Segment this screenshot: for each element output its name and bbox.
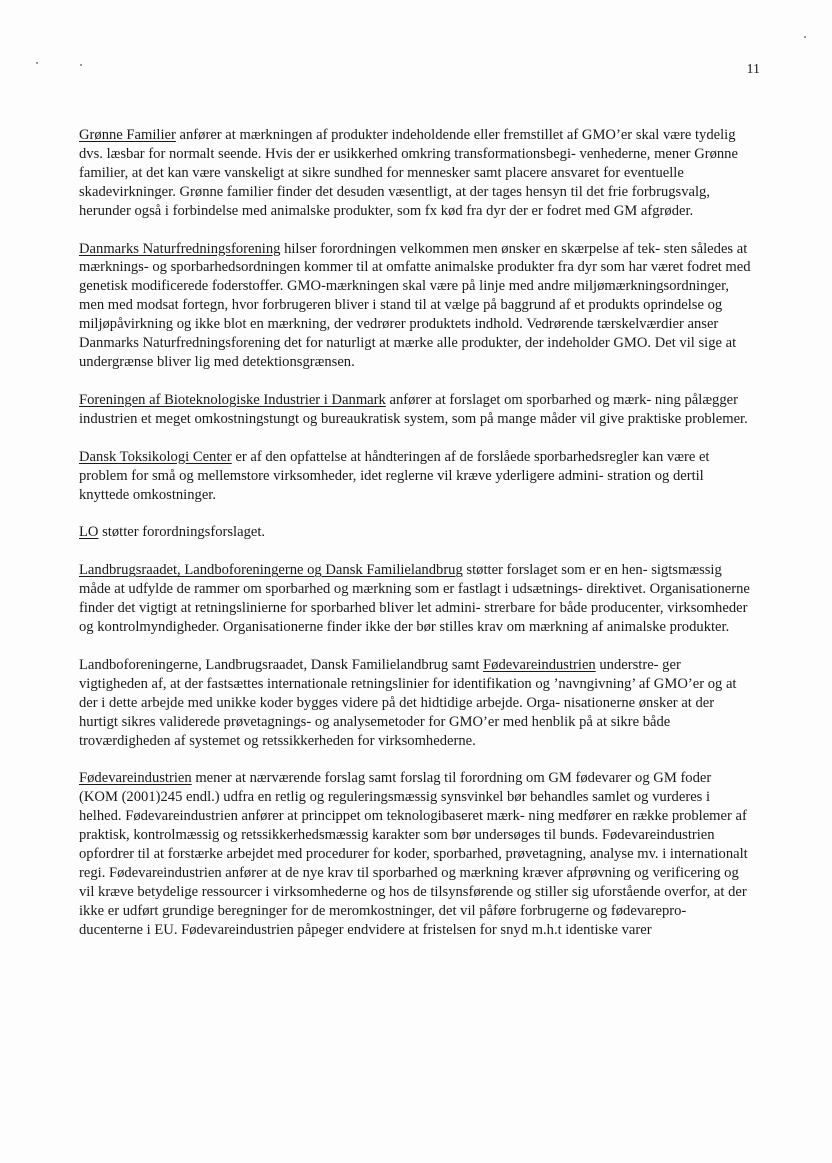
scan-speck bbox=[804, 36, 806, 38]
organization-name: Landbrugsraadet, Landboforeningerne og Dansk Familielandbrug bbox=[79, 562, 463, 579]
body-text bbox=[79, 126, 751, 959]
organization-name: Grønne Familier bbox=[79, 127, 176, 143]
paragraph-dansk-toksikologi-center bbox=[79, 448, 751, 505]
paragraph-text: Landboforeningerne, Landbrugsraadet, Dansk Familielandbrug samt bbox=[79, 656, 484, 673]
paragraph-bioteknologiske-industrier bbox=[79, 391, 751, 429]
paragraph-groenne-familier bbox=[79, 126, 751, 221]
paragraph-landboforeningerne-faelles bbox=[79, 656, 751, 751]
organization-name: Fødevareindustrien bbox=[483, 656, 596, 673]
paragraph-text: understre- ger vigtigheden af, at der fastsættes internationale retningslinier for identifikation og ’navngivning’ af GMO’er og at der i dette arbejde med unikke koder bygges videre på det hidtidige arbejde. Orga- nisationerne ønsker at der hurtigt sikres validerede prøvetagnings- og analysemetoder for GMO’er med henblik på at sikre både troværdigheden af systemet og retssikkerheden for virksomhederne. bbox=[79, 656, 737, 749]
page-number: 11 bbox=[746, 62, 760, 77]
paragraph-text: anfører at mærkningen af produkter indeholdende eller fremstillet af GMO’er skal være tydelig dvs. læsbar for normalt seende. Hvis der er usikkerhed omkring transformationsbegi- venhederne, mener Grønne familier, at det kan være vanskeligt at sikre sundhed for mennesker samt placere ansvaret for eventuelle skadevirkninger. Grønne familier finder det desuden væsentligt, at der tages hensyn til det frie forbrugsvalg, herunder også i forbindelse med animalske produkter, som fx kød fra dyr der er fodret med GM afgrøder. bbox=[79, 127, 738, 219]
paragraph-landbrugsraadet bbox=[79, 561, 751, 637]
paragraph-text: støtter forordningsforslaget. bbox=[98, 524, 266, 541]
paragraph-text: hilser forordningen velkommen men ønsker en skærpelse af tek- sten således at mærknings- og sporbarhedsordningen kommer til at omfatte animalske produkter fra dyr som har været fodret med genetisk modificerede foderstoffer. GMO-mærkningen skal være på linje med andre miljømærkningsordninger, men med modsat fortegn, hvor forbrugeren bliver i stand til at vælge på baggrund af et produkts oprindelse og miljøpåvirkning og ikke blot en mærkning, der vedrører produktets indhold. Vedrørende tærskelværdier anser Danmarks Naturfredningsforening det for naturligt at mærke alle produkter, der indeholder GMO. Det vil sige at undergrænse bliver lig med detektionsgrænsen. bbox=[79, 240, 751, 370]
scan-speck bbox=[36, 62, 38, 64]
paragraph-text: mener at nærværende forslag samt forslag til forordning om GM fødevarer og GM foder (KOM (2001)245 endl.) udfra en retlig og reguleringsmæssig synsvinkel bør behandles samlet og vurderes i helhed. Fødevareindustrien anfører at princippet om teknologibaseret mærk- ning medfører en række problemer af praktisk, kontrolmæssig og retssikkerhedsmæssig karakter som bør undersøges til bunds. Fødevareindustrien opfordrer til at forstærke arbejdet med procedurer for koder, sporbarhed, prøvetagning, analyse mv. i internationalt regi. Fødevareindustrien anfører at de nye krav til sporbarhed og mærkning kræver afprøvning og verificering og vil kræve betydelige ressourcer i virksomhederne og hos de tilsynsførende og stiller sig uforstående overfor, at der ikke er udført grundige beregninger for de meromkostninger, det vil påføre forbrugerne og fødevarepro- ducenterne i EU. Fødevareindustrien påpeger endvidere at fristelsen for snyd m.h.t identiske varer bbox=[79, 770, 748, 938]
paragraph-text: støtter forslaget som er en hen- sigtsmæssig måde at udfylde de rammer om sporbarhed og mærkning som er fastlagt i udsætnings- direktivet. Organisationerne finder det vigtigt at retningslinierne for sporbarhed bliver let admini- strerbare for både producenter, virksomheder og kontrolmyndigheder. Organisationerne finder ikke der bør stilles krav om mærkning af animalske produkter. bbox=[79, 562, 750, 636]
scan-speck bbox=[80, 64, 82, 66]
paragraph-text: anfører at forslaget om sporbarhed og mærk- ning pålægger industrien et meget omkostningstungt og bureaukratisk system, som på mange måder vil give praktiske problemer. bbox=[79, 391, 748, 427]
organization-name: LO bbox=[79, 524, 99, 541]
paragraph-danmarks-naturfredningsforening bbox=[79, 240, 751, 372]
paragraph-text: er af den opfattelse at håndteringen af de forslåede sporbarhedsregler kan være et problem for små og mellemstore virksomheder, idet reglerne vil kræve yderligere admini- stration og dertil knyttede omkostninger. bbox=[79, 448, 710, 503]
organization-name: Fødevareindustrien bbox=[79, 770, 192, 787]
organization-name: Dansk Toksikologi Center bbox=[79, 448, 232, 465]
paragraph-lo bbox=[79, 523, 751, 542]
organization-name: Danmarks Naturfredningsforening bbox=[79, 240, 281, 257]
paragraph-foedevareindustrien bbox=[79, 769, 751, 939]
organization-name: Foreningen af Bioteknologiske Industrier i Danmark bbox=[79, 391, 386, 408]
